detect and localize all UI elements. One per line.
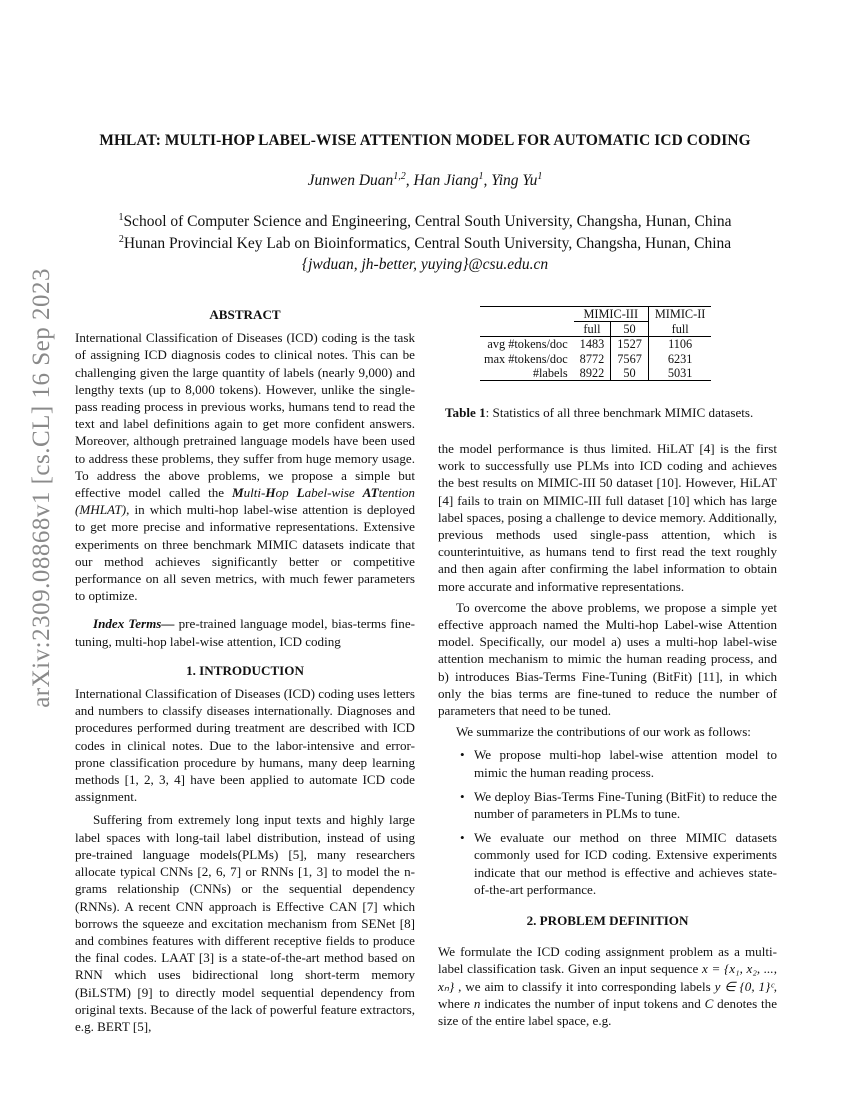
problem-paragraph: We formulate the ICD coding assignment problem as a multi-label classification task. Given an input sequence x = {x₁, x₂, ..., xₙ} , we aim to classify it into corresponding labels y ∈ {0, 1}ᶜ, where n indicates the number of input tokens and C denotes the size of the entire label space, e.g. xyxy=(438,944,778,1029)
table-row-label: avg #tokens/doc xyxy=(487,337,568,352)
table-cell: 1106 xyxy=(668,337,693,352)
problem-heading: 2. PROBLEM DEFINITION xyxy=(526,913,689,929)
table-cell: 1483 xyxy=(574,337,611,352)
right-column xyxy=(438,440,777,1029)
intro-paragraph: We summarize the contributions of our work as follows: xyxy=(456,724,751,740)
affiliation-line: $^2$Hunan Provincial Key Lab on Bioinformatics, Central South University, Changsha, Hunan, China xyxy=(118,233,732,252)
author-name: Junwen Duan xyxy=(307,172,394,189)
table-cell: 8922 xyxy=(574,366,611,381)
table-cell: 8772 xyxy=(574,352,611,366)
table-caption: Table 1: Statistics of all three benchmark MIMIC datasets. xyxy=(445,405,754,420)
author-email: {jwduan, jh-better, yuying}@csu.edu.cn xyxy=(301,256,549,273)
abstract-heading: ABSTRACT xyxy=(209,307,281,322)
list-item: • We deploy Bias-Terms Fine-Tuning (BitFit) to reduce the number of parameters in PLMs to tune. xyxy=(460,788,777,822)
author-affil-sup: 1 xyxy=(537,170,543,182)
affiliation-line: $^1$School of Computer Science and Engineering, Central South University, Changsha, Hunan, China xyxy=(118,211,732,230)
bullet-icon: • xyxy=(460,788,465,804)
table-row-label: #labels xyxy=(480,366,574,381)
list-item: • We evaluate our method on three MIMIC datasets commonly used for ICD coding. Extensive experiments indicate that our method is effective and achieves state-of-the-art performance. xyxy=(460,830,777,897)
stats-table-wrap xyxy=(480,306,711,381)
table-group-header: MIMIC-III xyxy=(574,307,649,322)
bullet-icon: • xyxy=(460,830,465,846)
table-cell: 7567 xyxy=(611,352,649,366)
left-column xyxy=(75,306,415,1035)
table-cell: 5031 xyxy=(648,366,711,381)
table-row xyxy=(480,366,711,381)
index-terms: Index Terms— pre-trained language model, bias-terms fine-tuning, multi-hop label-wise attention, ICD coding xyxy=(75,616,415,649)
intro-paragraph: the model performance is thus limited. HiLAT [4] is the first work to successfully use PLMs into ICD coding and achieves the best results on MIMIC-III 50 dataset [10]. However, HiLAT [4] fails to train on MIMIC-III full dataset [10] which has large label spaces, posing a challenge to device memory. Additionally, previous methods used single-pass attention, which is counterintuitive, as humans tend to first read the text roughly and then again after confirming the label information to obtain more accurate and informative representations. xyxy=(438,441,777,594)
intro-paragraph: Suffering from extremely long input texts and highly large label spaces with long-tail label distribution, instead of using pre-trained language models(PLMs) [5], many researchers allocate typical CNNs [2, 6, 7] or RNNs [1, 3] to model the n-grams relationship (CNNs) or the sequential dependency (RNNs). A recent CNN approach is Effective CAN [7] which borrows the squeeze and excitation mechanism from SENet [8] and combines features with different receptive fields to produce the final codes. LAAT [3] is a state-of-the-art method based on RNN which uses bidirectional long short-term memory (BiLSTM) [9] to directly model sequential dependency from original texts. Because of the lack of powerful feature extractors, e.g. BERT [5], xyxy=(75,812,415,1034)
math-input-seq: x = {x₁, x₂, ..., xₙ} xyxy=(438,961,777,994)
table-sub-header: full xyxy=(574,322,611,337)
author-name: Han Jiang xyxy=(413,172,479,189)
list-item: • We propose multi-hop label-wise attention model to mimic the human reading process. xyxy=(460,747,777,780)
abstract-text: International Classification of Diseases (ICD) coding is the task of assigning ICD diagnosis codes to clinical notes. This can be challenging given the large quantity of labels (nearly 9,000) and lengthy texts (up to 8,000 tokens). However, unlike the single-pass reading process in previous works, humans tend to read the text and label definitions again to get more confident answers. Moreover, although pretrained language models have been used to address these problems, they suffer from huge memory usage. To address the above problems, we propose a simple but effective model called the Multi-Hop Label-wise ATtention (MHLAT), in which multi-hop label-wise attention is deployed to get more precise and informative representations. Extensive experiments on three benchmark MIMIC datasets indicate that our method achieves significantly better or competitive performance on all seven metrics, with much fewer parameters to optimize. xyxy=(75,330,415,604)
contribution-list xyxy=(438,746,777,898)
math-labels: y ∈ {0, 1}ᶜ xyxy=(714,978,774,994)
arxiv-stamp: arXiv:2309.08868v1 [cs.CL] 16 Sep 2023 xyxy=(28,268,55,708)
stats-table xyxy=(480,306,711,381)
bullet-icon: • xyxy=(460,747,465,763)
affiliations xyxy=(40,211,810,276)
table-row xyxy=(480,352,711,366)
table-cell: 1527 xyxy=(611,337,649,352)
table-sub-header: full xyxy=(648,322,711,337)
table-cell: 6231 xyxy=(667,351,693,366)
model-name: Multi-Hop Label-wise ATtention (MHLAT) xyxy=(75,485,415,518)
intro-heading: 1. INTRODUCTION xyxy=(186,662,304,678)
paper-title: MHLAT: MULTI-HOP LABEL-WISE ATTENTION MODEL FOR AUTOMATIC ICD CODING xyxy=(99,132,751,149)
table-group-header: MIMIC-II xyxy=(648,307,711,322)
table-sub-header: 50 xyxy=(611,322,649,337)
author-name: Ying Yu xyxy=(491,172,538,189)
author-affil-sup: 1,2 xyxy=(393,170,406,182)
table-cell: 50 xyxy=(611,366,649,381)
author-affil-sup: 1 xyxy=(478,170,484,182)
author-list: Junwen Duan$^{1,2}$, Han Jiang$^1$, Ying Yu$^1$ xyxy=(307,170,543,189)
intro-paragraph: To overcome the above problems, we propose a simple yet effective approach named the Multi-hop Label-wise Attention model. Specifically, our model a) uses a multi-hop label-wise attention mechanism to mimic the human reading process, and b) introduces Bias-Terms Fine-Tuning (BitFit) [11], in which only the bias terms are fine-tuned to reduce the number of parameters that need to be tuned. xyxy=(438,599,777,719)
table-row xyxy=(480,337,711,352)
intro-paragraph: International Classification of Diseases (ICD) coding uses letters and numbers to classify diseases internationally. Diagnoses and procedures performed during treatment are described with ICD codes in clinical notes. Due to the labor-intensive and error-prone classification procedure by humans, many deep learning methods [1, 2, 3, 4] have been applied to automate ICD code assignment. xyxy=(75,686,415,805)
table-row-label: max #tokens/doc xyxy=(484,351,568,366)
